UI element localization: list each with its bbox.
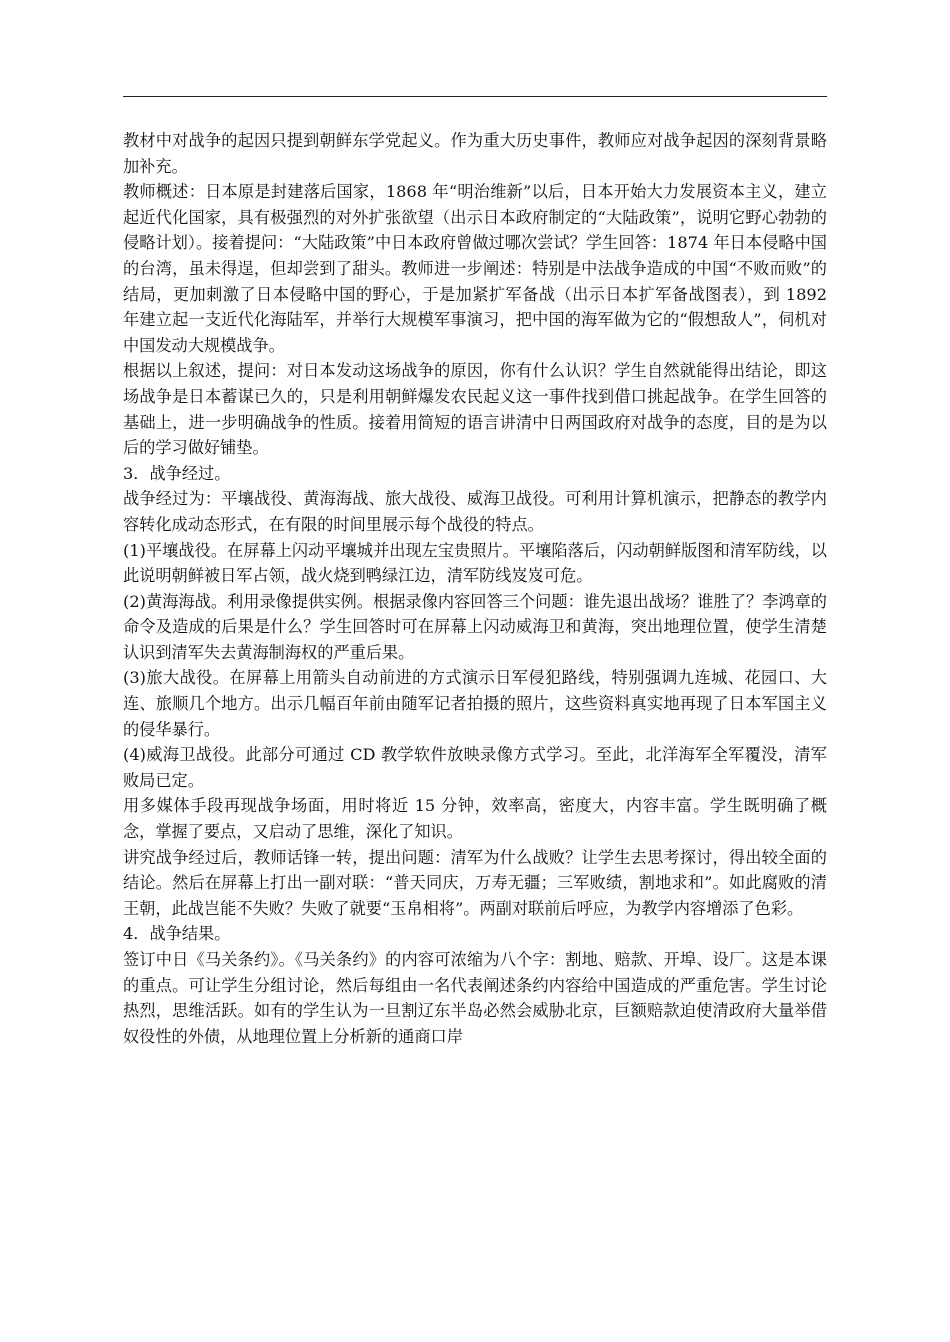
paragraph-war-cause-intro: 教材中对战争的起因只提到朝鲜东学党起义。作为重大历史事件，教师应对战争起因的深刻背景略加补充。 — [123, 131, 827, 176]
paragraph-war-course-overview: 战争经过为：平壤战役、黄海海战、旅大战役、威海卫战役。可利用计算机演示，把静态的教学内容转化成动态形式，在有限的时间里展示每个战役的特点。 — [123, 489, 827, 534]
paragraph-lushun-dalian-battle: (3)旅大战役。在屏幕上用箭头自动前进的方式演示日军侵犯路线，特别强调九连城、花园口、大连、旅顺几个地方。出示几幅百年前由随军记者拍摄的照片，这些资料真实地再现了日本军国主义的侵华暴行。 — [123, 668, 827, 739]
paragraph-multimedia-summary: 用多媒体手段再现战争场面，用时将近 15 分钟，效率高，密度大，内容丰富。学生既明确了概念，掌握了要点，又启动了思维，深化了知识。 — [123, 796, 827, 842]
paragraph-teacher-overview: 教师概述：日本原是封建落后国家，1868 年“明治维新”以后，日本开始大力发展资本主义，建立起近代化国家，具有极强烈的对外扩张欲望（出示日本政府制定的“大陆政策”，说明它野心勃勃的侵略计划）。接着提问：“大陆政策”中日本政府曾做过哪次尝试？学生回答：1874 年日本侵略中国的台湾，虽未得逞，但却尝到了甜头。教师进一步阐述：特别是中法战争造成的中国“不败而败”的结局，更加刺激了日本侵略中国的野心，于是加紧扩军备战（出示日本扩军备战图表），到 1892 年建立起一支近代化海陆军，并举行大规模军事演习，把中国的海军做为它的“假想敌人”，伺机对中国发动大规模战争。 — [123, 182, 827, 355]
section-heading-war-result: 4．战争结果。 — [123, 924, 231, 944]
paragraph-question-war-cause: 根据以上叙述，提问：对日本发动这场战争的原因，你有什么认识？学生自然就能得出结论，即这场战争是日本蓄谋已久的，只是利用朝鲜爆发农民起义这一事件找到借口挑起战争。在学生回答的基础上，进一步明确战争的性质。接着用简短的语言讲清中日两国政府对战争的态度，目的是为以后的学习做好铺垫。 — [123, 361, 827, 458]
paragraph-yellow-sea-battle: (2)黄海海战。利用录像提供实例。根据录像内容回答三个问题：谁先退出战场？谁胜了？李鸿章的命令及造成的后果是什么？学生回答时可在屏幕上闪动威海卫和黄海，突出地理位置，使学生清楚认识到清军失去黄海制海权的严重后果。 — [123, 591, 827, 662]
section-heading-war-course: 3．战争经过。 — [123, 463, 231, 483]
header-rule — [123, 96, 827, 97]
paragraph-treaty-shimonoseki: 签订中日《马关条约》。《马关条约》的内容可浓缩为八个字：割地、赔款、开埠、设厂。这是本课的重点。可让学生分组讨论，然后每组由一名代表阐述条约内容给中国造成的严重危害。学生讨论热烈，思维活跃。如有的学生认为一旦割辽东半岛必然会威胁北京，巨额赔款迫使清政府大量举借奴役性的外债，从地理位置上分析新的通商口岸 — [123, 950, 827, 1046]
document-body — [123, 128, 827, 1049]
paragraph-defeat-discussion: 讲究战争经过后，教师话锋一转，提出问题：清军为什么战败？让学生去思考探讨，得出较全面的结论。然后在屏幕上打出一副对联：“普天同庆，万寿无疆；三军败绩，割地求和”。如此腐败的清王朝，此战岂能不失败？失败了就要“玉帛相将”。两副对联前后呼应，为教学内容增添了色彩。 — [123, 847, 827, 918]
paragraph-pyongyang-battle: (1)平壤战役。在屏幕上闪动平壤城并出现左宝贵照片。平壤陷落后，闪动朝鲜版图和清军防线，以此说明朝鲜被日军占领，战火烧到鸭绿江边，清军防线岌岌可危。 — [123, 540, 827, 586]
paragraph-weihaiwei-battle: (4)威海卫战役。此部分可通过 CD 教学软件放映录像方式学习。至此，北洋海军全军覆没，清军败局已定。 — [123, 745, 827, 790]
